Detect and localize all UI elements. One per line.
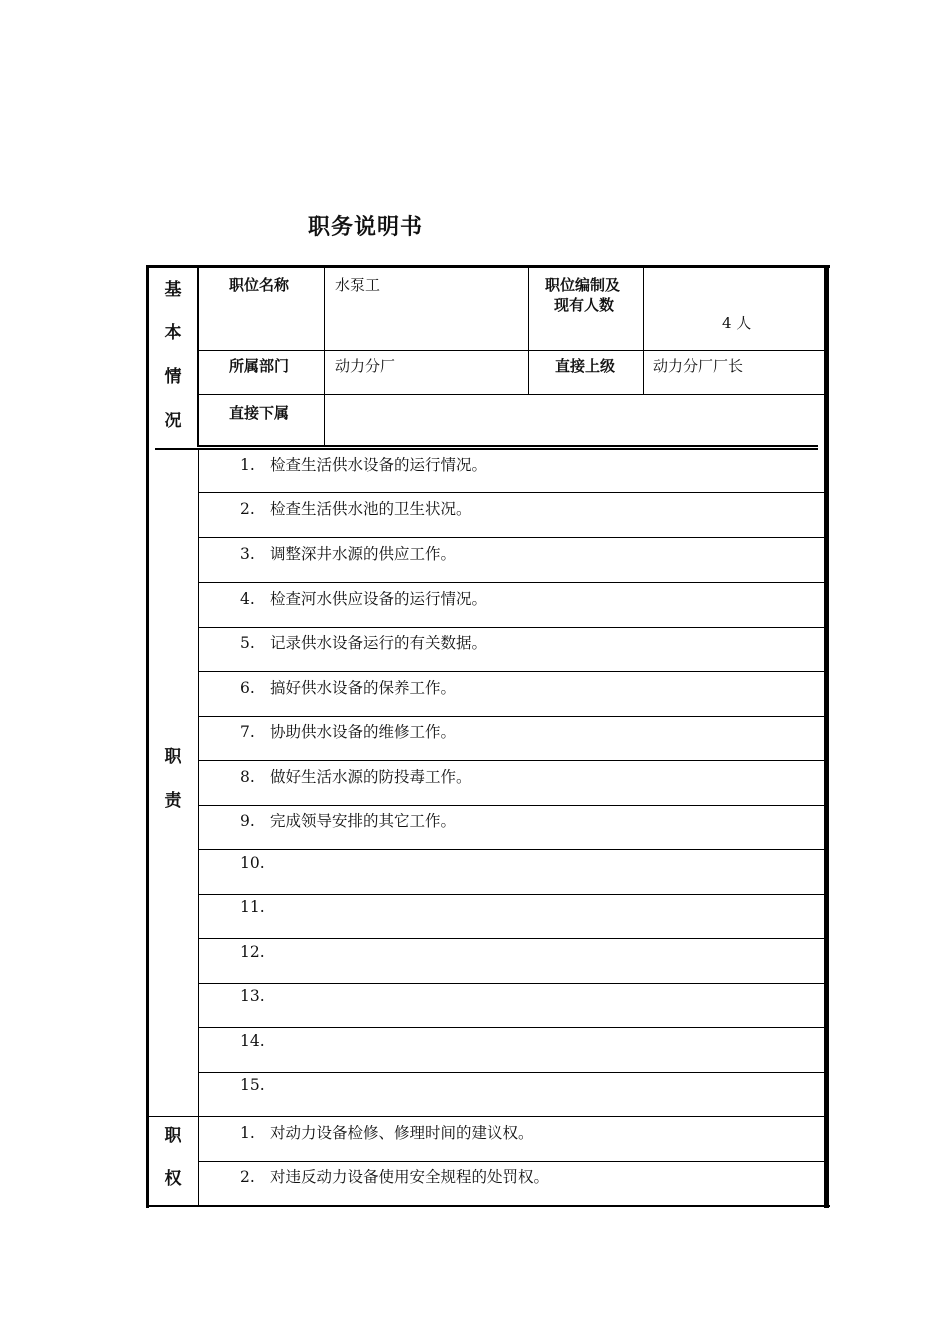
duty-item-number: 3. [240, 545, 255, 563]
duty-item-number: 10. [240, 854, 265, 872]
duty-item-number: 15. [240, 1076, 265, 1094]
divider [324, 268, 325, 394]
duty-item-number: 1. [240, 456, 255, 474]
authority-item-text: 对违反动力设备使用安全规程的处罚权。 [270, 1168, 550, 1186]
duty-item [240, 453, 487, 475]
position-name-label: 职位名称 [229, 276, 290, 294]
headcount-label-line2: 现有人数 [554, 296, 615, 314]
duty-item [240, 765, 472, 787]
divider [324, 394, 325, 447]
superior-value: 动力分厂厂长 [653, 357, 744, 375]
authority-side-char: 职 [164, 1126, 182, 1146]
duty-item [240, 631, 487, 653]
duty-item-text: 记录供水设备运行的有关数据。 [270, 634, 488, 652]
duties-side-char: 职 [164, 747, 182, 767]
duty-item-number: 14. [240, 1032, 265, 1050]
authority-item-number: 1. [240, 1124, 255, 1142]
duty-item [240, 587, 487, 609]
duties-side-char: 责 [164, 791, 182, 811]
duty-item [240, 676, 456, 698]
basic-side-char: 基 [164, 280, 182, 300]
duty-item-number: 7. [240, 723, 255, 741]
document-title: 职务说明书 [308, 215, 424, 240]
duty-item [240, 497, 472, 519]
table-border-bottom [146, 1205, 830, 1207]
duty-item-text: 检查河水供应设备的运行情况。 [270, 590, 488, 608]
duty-item-number: 2. [240, 500, 255, 518]
department-value: 动力分厂 [335, 357, 396, 375]
table-border-top [146, 265, 830, 268]
divider [198, 849, 824, 850]
duty-item [240, 943, 270, 961]
divider [198, 983, 824, 984]
divider [198, 1161, 824, 1162]
divider [198, 1027, 824, 1028]
subordinate-label: 直接下属 [229, 404, 290, 422]
authority-side-char: 权 [164, 1169, 182, 1189]
department-label: 所属部门 [229, 357, 290, 375]
duty-item-number: 13. [240, 987, 265, 1005]
divider [198, 671, 824, 672]
duty-item [240, 1076, 270, 1094]
authority-item [240, 1165, 549, 1187]
divider [198, 938, 824, 939]
duty-item-number: 12. [240, 943, 265, 961]
authority-item-number: 2. [240, 1168, 255, 1186]
duty-item [240, 809, 456, 831]
divider [198, 450, 199, 1206]
headcount-value: 4 人 [722, 314, 752, 332]
authority-item-text: 对动力设备检修、修理时间的建议权。 [270, 1124, 534, 1142]
divider [198, 537, 824, 538]
divider [528, 268, 529, 394]
duty-item-text: 搞好供水设备的保养工作。 [270, 679, 457, 697]
duty-item-number: 11. [240, 898, 265, 916]
basic-side-char: 况 [164, 411, 182, 431]
divider [198, 894, 824, 895]
duty-item-text: 调整深井水源的供应工作。 [270, 545, 457, 563]
divider [155, 448, 818, 450]
duty-item [240, 854, 270, 872]
duty-item [240, 898, 270, 916]
duty-item-text: 协助供水设备的维修工作。 [270, 723, 457, 741]
divider [643, 268, 644, 394]
divider [198, 350, 824, 351]
duty-item-number: 6. [240, 679, 255, 697]
duty-item [240, 987, 270, 1005]
basic-side-char: 情 [164, 367, 182, 387]
duty-item-number: 9. [240, 812, 255, 830]
duty-item-number: 5. [240, 634, 255, 652]
divider [198, 445, 818, 447]
divider [198, 394, 824, 395]
duty-item-number: 4. [240, 590, 255, 608]
position-name-value: 水泵工 [335, 276, 381, 294]
divider [198, 627, 824, 628]
duty-item-text: 检查生活供水池的卫生状况。 [270, 500, 472, 518]
headcount-label-line1: 职位编制及 [545, 276, 621, 294]
duty-item-text: 做好生活水源的防投毒工作。 [270, 768, 472, 786]
superior-label: 直接上级 [555, 357, 616, 375]
divider [149, 1116, 824, 1117]
divider [198, 492, 824, 493]
divider [198, 805, 824, 806]
duty-item [240, 1032, 270, 1050]
duty-item [240, 542, 456, 564]
duty-item-text: 检查生活供水设备的运行情况。 [270, 456, 488, 474]
divider [198, 760, 824, 761]
duty-item-text: 完成领导安排的其它工作。 [270, 812, 457, 830]
duty-item-number: 8. [240, 768, 255, 786]
authority-item [240, 1121, 534, 1143]
basic-side-char: 本 [164, 323, 182, 343]
divider [198, 582, 824, 583]
duty-item [240, 720, 456, 742]
divider [198, 1072, 824, 1073]
table-border-right [824, 265, 829, 1208]
divider [198, 716, 824, 717]
